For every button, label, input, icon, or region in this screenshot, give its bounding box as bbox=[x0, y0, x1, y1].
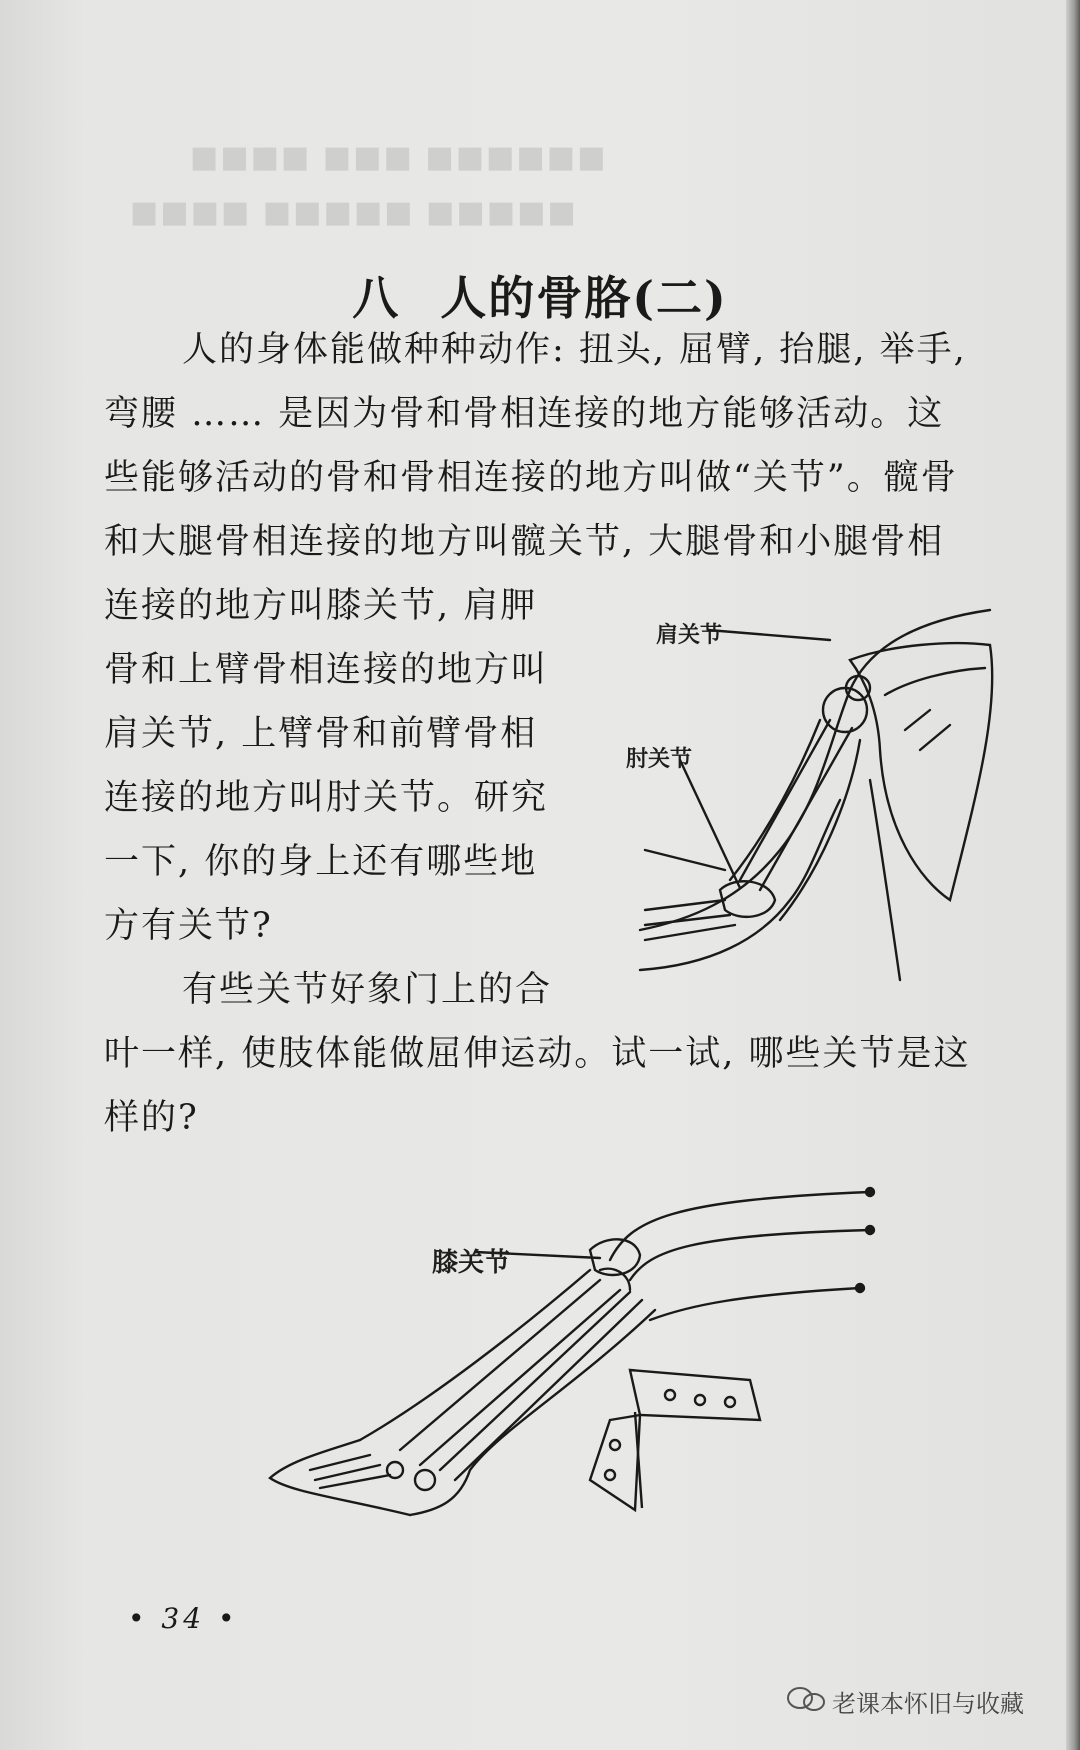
text-line: 连接的地方叫肘关节。研究 bbox=[104, 778, 549, 818]
text-line: 些能够活动的骨和骨相连接的地方叫做“关节”。髋骨 bbox=[104, 458, 958, 498]
arm-shoulder-illustration bbox=[630, 600, 1010, 990]
text-line: 一下, 你的身上还有哪些地 bbox=[104, 842, 538, 882]
watermark: 老课本怀旧与收藏 bbox=[832, 1690, 1024, 1718]
bleed-through-text: ■■■■ ■■■■■ ■■■■■ bbox=[130, 195, 578, 230]
text-line: 骨和上臂骨相连接的地方叫 bbox=[104, 650, 549, 690]
lesson-number: 八 bbox=[352, 271, 401, 325]
text-line: 样的? bbox=[104, 1098, 199, 1138]
text-line: 连接的地方叫膝关节, 肩胛 bbox=[104, 586, 538, 626]
shoulder-joint-label: 肩关节 bbox=[656, 622, 723, 648]
bleed-through-text: ■■■■ ■■■ ■■■■■■ bbox=[190, 140, 608, 175]
text-line: 有些关节好象门上的合 bbox=[182, 970, 553, 1010]
page-number: • 34 • bbox=[128, 1602, 239, 1635]
text-line: 和大腿骨相连接的地方叫髋关节, 大腿骨和小腿骨相 bbox=[104, 522, 945, 562]
lesson-title: 人的骨胳(二) bbox=[440, 271, 728, 325]
leg-illustration bbox=[270, 1180, 890, 1570]
text-line: 方有关节? bbox=[104, 906, 273, 946]
text-line: 人的身体能做种种动作: 扭头, 屈臂, 抬腿, 举手, bbox=[182, 330, 967, 370]
elbow-joint-label: 肘关节 bbox=[626, 746, 693, 772]
text-line: 弯腰 …… 是因为骨和骨相连接的地方能够活动。这 bbox=[104, 394, 945, 434]
text-line: 叶一样, 使肢体能做屈伸运动。试一试, 哪些关节是这 bbox=[104, 1034, 971, 1074]
book-spine-shadow bbox=[1066, 0, 1080, 1750]
wechat-icon bbox=[786, 1686, 830, 1712]
text-line: 肩关节, 上臂骨和前臂骨相 bbox=[104, 714, 538, 754]
knee-joint-label: 膝关节 bbox=[432, 1248, 511, 1278]
